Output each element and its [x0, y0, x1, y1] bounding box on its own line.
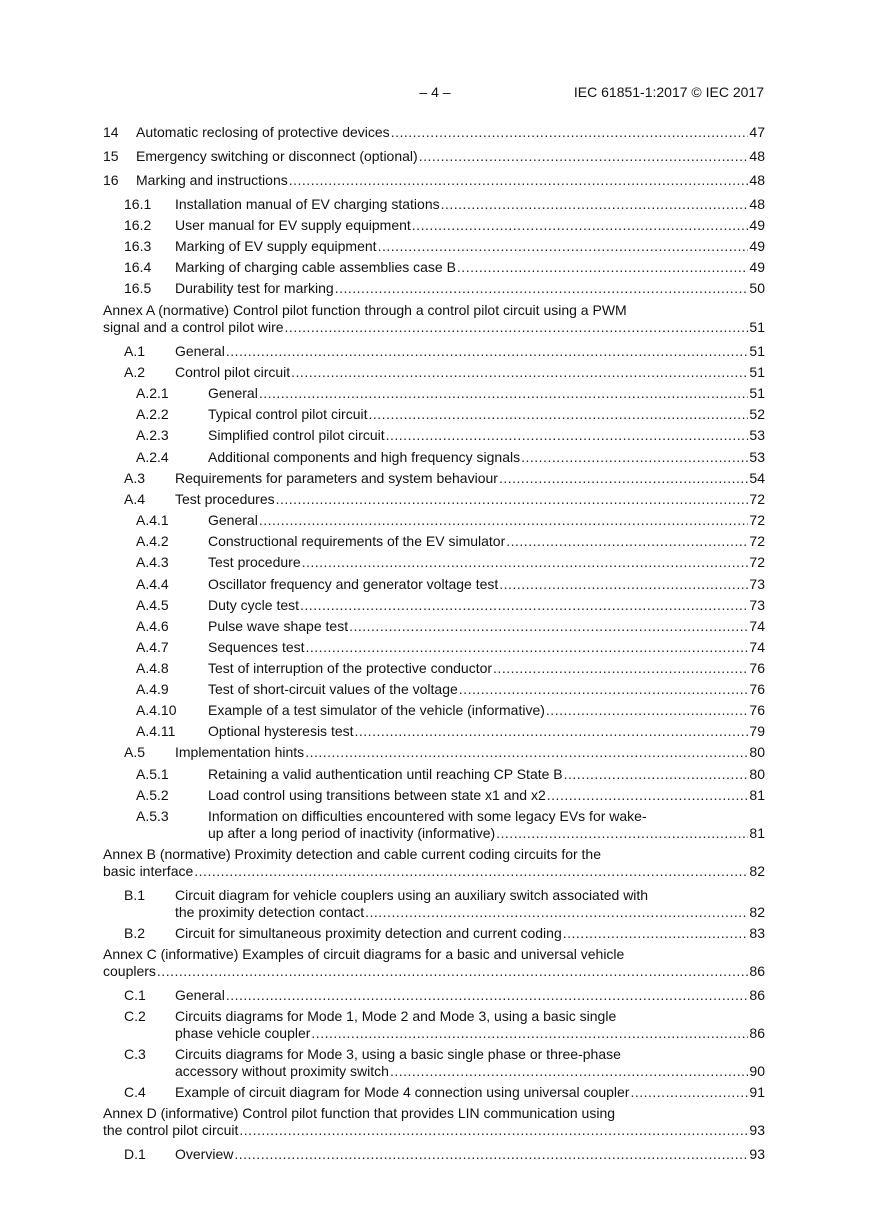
toc-entry-page: 74	[749, 618, 765, 634]
toc-entry[interactable]	[103, 318, 765, 336]
toc-entry-multiline[interactable]	[124, 886, 765, 904]
dot-leader	[563, 924, 749, 942]
toc-entry-number: C.1	[124, 987, 146, 1003]
toc-entry-title: Duty cycle test	[208, 597, 300, 613]
toc-entry-page: 51	[749, 385, 765, 401]
toc-entry-page: 49	[749, 259, 765, 275]
dot-leader	[276, 490, 749, 508]
toc-entry-title: Marking of charging cable assemblies case B	[175, 259, 456, 275]
dot-leader	[391, 123, 749, 141]
dot-leader	[441, 195, 749, 213]
dot-leader	[239, 1121, 748, 1139]
toc-entry-title-continued: accessory without proximity switch	[175, 1063, 389, 1079]
toc-entry[interactable]	[136, 448, 765, 466]
toc-entry-title: Constructional requirements of the EV simulator	[208, 533, 506, 549]
toc-entry-title: Requirements for parameters and system behaviour	[175, 470, 498, 486]
toc-entry[interactable]	[124, 195, 765, 213]
dot-leader	[289, 171, 749, 189]
toc-entry-title: Test of interruption of the protective conductor	[208, 660, 493, 676]
dot-leader	[305, 743, 748, 761]
toc-entry-page: 82	[749, 863, 765, 879]
toc-entry-number: 15	[103, 148, 119, 164]
toc-entry-page: 76	[749, 702, 765, 718]
toc-entry[interactable]	[136, 824, 765, 842]
toc-entry[interactable]	[136, 426, 765, 444]
toc-entry[interactable]	[124, 216, 765, 234]
toc-entry-number: A.4.6	[136, 618, 169, 634]
toc-entry-title: Retaining a valid authentication until reaching CP State B	[208, 766, 563, 782]
toc-entry[interactable]	[136, 659, 765, 677]
toc-entry[interactable]	[124, 490, 765, 508]
toc-entry-number: A.5.3	[136, 808, 169, 824]
dot-leader	[546, 701, 749, 719]
toc-entry-number: A.2	[124, 364, 146, 380]
dot-leader	[226, 986, 749, 1004]
dot-leader	[365, 903, 748, 921]
toc-entry-page: 80	[749, 766, 765, 782]
toc-entry-number: A.4.4	[136, 576, 169, 592]
toc-entry-title: Overview	[175, 1146, 234, 1162]
toc-entry[interactable]	[136, 765, 765, 783]
dot-leader	[499, 469, 748, 487]
dot-leader	[386, 426, 749, 444]
toc-entry-page: 53	[749, 427, 765, 443]
toc-entry-title: Additional components and high frequency signals	[208, 449, 521, 465]
toc-annex-heading[interactable]	[103, 845, 765, 863]
toc-entry[interactable]	[136, 596, 765, 614]
toc-entry-number: A.5	[124, 744, 146, 760]
toc-entry-title: Emergency switching or disconnect (optional)	[136, 148, 418, 164]
toc-entry-number: A.2.3	[136, 427, 169, 443]
dot-leader	[194, 862, 748, 880]
toc-entry-number: A.3	[124, 470, 146, 486]
dot-leader	[506, 532, 748, 550]
toc-entry-number: B.2	[124, 925, 146, 941]
toc-entry[interactable]	[136, 575, 765, 593]
toc-entry-title: Annex C (informative) Examples of circuit diagrams for a basic and universal vehicle	[103, 946, 625, 962]
toc-entry-number: A.5.2	[136, 787, 169, 803]
toc-entry-page: 80	[749, 744, 765, 760]
dot-leader	[302, 553, 749, 571]
toc-entry[interactable]	[136, 532, 765, 550]
toc-entry[interactable]	[136, 701, 765, 719]
toc-entry-number: B.1	[124, 887, 146, 903]
toc-entry-page: 93	[749, 1146, 765, 1162]
dot-leader	[412, 216, 749, 234]
toc-entry-page: 49	[749, 217, 765, 233]
toc-entry-page: 93	[749, 1122, 765, 1138]
toc-entry-page: 54	[749, 470, 765, 486]
toc-entry-page: 74	[749, 639, 765, 655]
toc-entry-page: 86	[749, 987, 765, 1003]
toc-entry-page: 52	[749, 406, 765, 422]
dot-leader	[378, 237, 749, 255]
toc-entry-title: Circuit for simultaneous proximity detection and current coding	[175, 925, 562, 941]
toc-entry[interactable]	[103, 862, 765, 880]
toc-entry[interactable]	[136, 511, 765, 529]
dot-leader	[630, 1083, 748, 1101]
toc-entry-number: C.3	[124, 1046, 146, 1062]
toc-entry-number: 16.5	[124, 280, 152, 296]
toc-entry-number: A.4	[124, 491, 146, 507]
dot-leader	[300, 596, 748, 614]
toc-entry[interactable]	[103, 171, 765, 189]
toc-entry[interactable]	[124, 363, 765, 381]
toc-entry[interactable]	[124, 1145, 765, 1163]
toc-entry-title: Test of short-circuit values of the voltage	[208, 681, 458, 697]
toc-entry-title: Example of circuit diagram for Mode 4 connection using universal coupler	[175, 1084, 630, 1100]
toc-entry-page: 48	[749, 196, 765, 212]
toc-entry-page: 72	[749, 491, 765, 507]
page-number: – 4 –	[419, 84, 451, 100]
toc-entry-number: A.5.1	[136, 766, 169, 782]
toc-entry-title: General	[175, 987, 225, 1003]
dot-leader	[291, 363, 748, 381]
toc-entry-title: Sequences test	[208, 639, 305, 655]
toc-entry-number: A.4.9	[136, 681, 169, 697]
toc-entry-page: 51	[749, 364, 765, 380]
toc-entry-page: 51	[749, 343, 765, 359]
dot-leader	[355, 722, 749, 740]
dot-leader	[259, 511, 749, 529]
toc-entry-page: 76	[749, 681, 765, 697]
toc-entry-page: 73	[749, 576, 765, 592]
toc-entry-title-continued: the control pilot circuit	[103, 1122, 239, 1138]
toc-entry-title: Oscillator frequency and generator voltage test	[208, 576, 499, 592]
dot-leader	[547, 786, 749, 804]
toc-entry-title: Annex A (normative) Control pilot function through a control pilot circuit using a PWM	[103, 302, 627, 318]
toc-entry[interactable]	[124, 986, 765, 1004]
toc-entry-page: 79	[749, 723, 765, 739]
toc-entry-number: A.4.11	[136, 723, 176, 739]
toc-entry-page: 90	[749, 1063, 765, 1079]
dot-leader	[496, 824, 748, 842]
toc-entry-title: Simplified control pilot circuit	[208, 427, 385, 443]
toc-entry[interactable]	[124, 258, 765, 276]
toc-entry[interactable]	[136, 617, 765, 635]
toc-entry-title: General	[208, 385, 258, 401]
toc-entry-title: Test procedures	[175, 491, 275, 507]
toc-entry-title-continued: the proximity detection contact	[175, 904, 365, 920]
toc-entry[interactable]	[136, 786, 765, 804]
toc-entry[interactable]	[124, 743, 765, 761]
toc-entry-page: 49	[749, 238, 765, 254]
dot-leader	[521, 448, 748, 466]
dot-leader	[390, 1062, 748, 1080]
toc-entry-number: A.2.4	[136, 449, 169, 465]
toc-entry-title: Implementation hints	[175, 744, 305, 760]
toc-entry-page: 72	[749, 512, 765, 528]
toc-entry-title-continued: couplers	[103, 963, 156, 979]
toc-entry-title: Annex D (informative) Control pilot function that provides LIN communication using	[103, 1105, 616, 1121]
dot-leader	[157, 962, 749, 980]
dot-leader	[419, 147, 749, 165]
dot-leader	[234, 1145, 748, 1163]
dot-leader	[349, 617, 748, 635]
toc-entry-number: C.4	[124, 1084, 146, 1100]
toc-entry-title: Information on difficulties encountered with some legacy EVs for wake-	[208, 808, 647, 824]
dot-leader	[564, 765, 749, 783]
dot-leader	[226, 342, 749, 360]
toc-entry-number: A.1	[124, 343, 146, 359]
toc-entry[interactable]	[136, 722, 765, 740]
toc-entry[interactable]	[103, 1121, 765, 1139]
dot-leader	[306, 638, 749, 656]
toc-entry-page: 82	[749, 904, 765, 920]
dot-leader	[457, 258, 749, 276]
toc-entry-title: Load control using transitions between state x1 and x2	[208, 787, 546, 803]
toc-entry-page: 72	[749, 554, 765, 570]
toc-entry-number: 16.3	[124, 238, 152, 254]
toc-entry-title: Test procedure	[208, 554, 301, 570]
toc-entry-title: Optional hysteresis test	[208, 723, 354, 739]
toc-entry-title: Circuits diagrams for Mode 3, using a basic single phase or three-phase	[175, 1046, 621, 1062]
toc-entry[interactable]	[136, 405, 765, 423]
toc-entry-page: 83	[749, 925, 765, 941]
toc-entry[interactable]	[136, 638, 765, 656]
toc-annex-heading[interactable]	[103, 301, 765, 319]
toc-entry-page: 81	[749, 825, 765, 841]
toc-entry-title: Annex B (normative) Proximity detection and cable current coding circuits for the	[103, 846, 602, 862]
dot-leader	[335, 279, 749, 297]
toc-entry[interactable]	[124, 469, 765, 487]
toc-entry-title: General	[208, 512, 258, 528]
toc-entry-number: 16.1	[124, 196, 152, 212]
toc-entry-number: A.4.8	[136, 660, 169, 676]
toc-entry-title-continued: up after a long period of inactivity (informative)	[208, 825, 496, 841]
toc-entry-title: Installation manual of EV charging stations	[175, 196, 440, 212]
toc-entry-title: Control pilot circuit	[175, 364, 291, 380]
toc-annex-heading[interactable]	[103, 1104, 765, 1122]
toc-entry[interactable]	[124, 279, 765, 297]
toc-entry-number: A.4.2	[136, 533, 169, 549]
toc-annex-heading[interactable]	[103, 945, 765, 963]
toc-entry-number: A.2.1	[136, 385, 169, 401]
toc-entry-page: 91	[749, 1084, 765, 1100]
toc-entry-number: A.4.5	[136, 597, 169, 613]
toc-entry-number: 14	[103, 124, 119, 140]
toc-entry-page: 48	[749, 148, 765, 164]
toc-entry[interactable]	[124, 903, 765, 921]
toc-entry-number: D.1	[124, 1146, 146, 1162]
toc-entry-page: 86	[749, 1025, 765, 1041]
toc-entry-title: Example of a test simulator of the vehicle (informative)	[208, 702, 545, 718]
toc-entry-title-continued: signal and a control pilot wire	[103, 319, 284, 335]
toc-entry-page: 48	[749, 172, 765, 188]
dot-leader	[499, 575, 748, 593]
toc-entry[interactable]	[103, 962, 765, 980]
toc-entry-title: Typical control pilot circuit	[208, 406, 368, 422]
toc-entry[interactable]	[124, 237, 765, 255]
toc-entry-number: C.2	[124, 1008, 146, 1024]
toc-entry-page: 47	[749, 124, 765, 140]
toc-entry-page: 50	[749, 280, 765, 296]
dot-leader	[369, 405, 749, 423]
toc-entry-page: 51	[749, 319, 765, 335]
dot-leader	[459, 680, 749, 698]
toc-entry-number: 16.2	[124, 217, 152, 233]
toc-entry[interactable]	[124, 924, 765, 942]
toc-entry-title: Durability test for marking	[175, 280, 334, 296]
toc-entry-page: 73	[749, 597, 765, 613]
toc-entry-title: Marking of EV supply equipment	[175, 238, 377, 254]
toc-entry-title-continued: basic interface	[103, 863, 194, 879]
toc-entry-number: A.2.2	[136, 406, 169, 422]
toc-entry-title: Automatic reclosing of protective devices	[136, 124, 390, 140]
toc-entry-title: General	[175, 343, 225, 359]
toc-entry-number: A.4.3	[136, 554, 169, 570]
toc-entry-multiline[interactable]	[124, 1007, 765, 1025]
toc-entry-title: Pulse wave shape test	[208, 618, 349, 634]
toc-entry-title: Circuits diagrams for Mode 1, Mode 2 and Mode 3, using a basic single	[175, 1008, 617, 1024]
toc-entry-title-continued: phase vehicle coupler	[175, 1025, 311, 1041]
toc-entry-number: A.4.1	[136, 512, 169, 528]
toc-entry-title: Marking and instructions	[136, 172, 288, 188]
toc-entry-number: A.4.10	[136, 702, 177, 718]
toc-entry-page: 72	[749, 533, 765, 549]
toc-entry-number: A.4.7	[136, 639, 169, 655]
toc-entry[interactable]	[103, 147, 765, 165]
toc-entry[interactable]	[103, 123, 765, 141]
toc-entry[interactable]	[124, 342, 765, 360]
toc-entry-title: User manual for EV supply equipment	[175, 217, 411, 233]
toc-entry[interactable]	[124, 1062, 765, 1080]
toc-entry-page: 81	[749, 787, 765, 803]
toc-entry-multiline[interactable]	[124, 1045, 765, 1063]
dot-leader	[285, 318, 749, 336]
toc-entry[interactable]	[124, 1083, 765, 1101]
toc-entry[interactable]	[136, 553, 765, 571]
dot-leader	[311, 1024, 748, 1042]
toc-entry-multiline[interactable]	[136, 807, 765, 825]
toc-entry-page: 76	[749, 660, 765, 676]
toc-entry-page: 86	[749, 963, 765, 979]
dot-leader	[493, 659, 748, 677]
toc-entry[interactable]	[136, 680, 765, 698]
toc-entry[interactable]	[124, 1024, 765, 1042]
toc-entry[interactable]	[136, 384, 765, 402]
toc-entry-title: Circuit diagram for vehicle couplers using an auxiliary switch associated with	[175, 887, 649, 903]
dot-leader	[259, 384, 749, 402]
standard-reference: IEC 61851-1:2017 © IEC 2017	[573, 84, 764, 100]
toc-entry-number: 16	[103, 172, 119, 188]
toc-entry-number: 16.4	[124, 259, 152, 275]
toc-entry-page: 53	[749, 449, 765, 465]
